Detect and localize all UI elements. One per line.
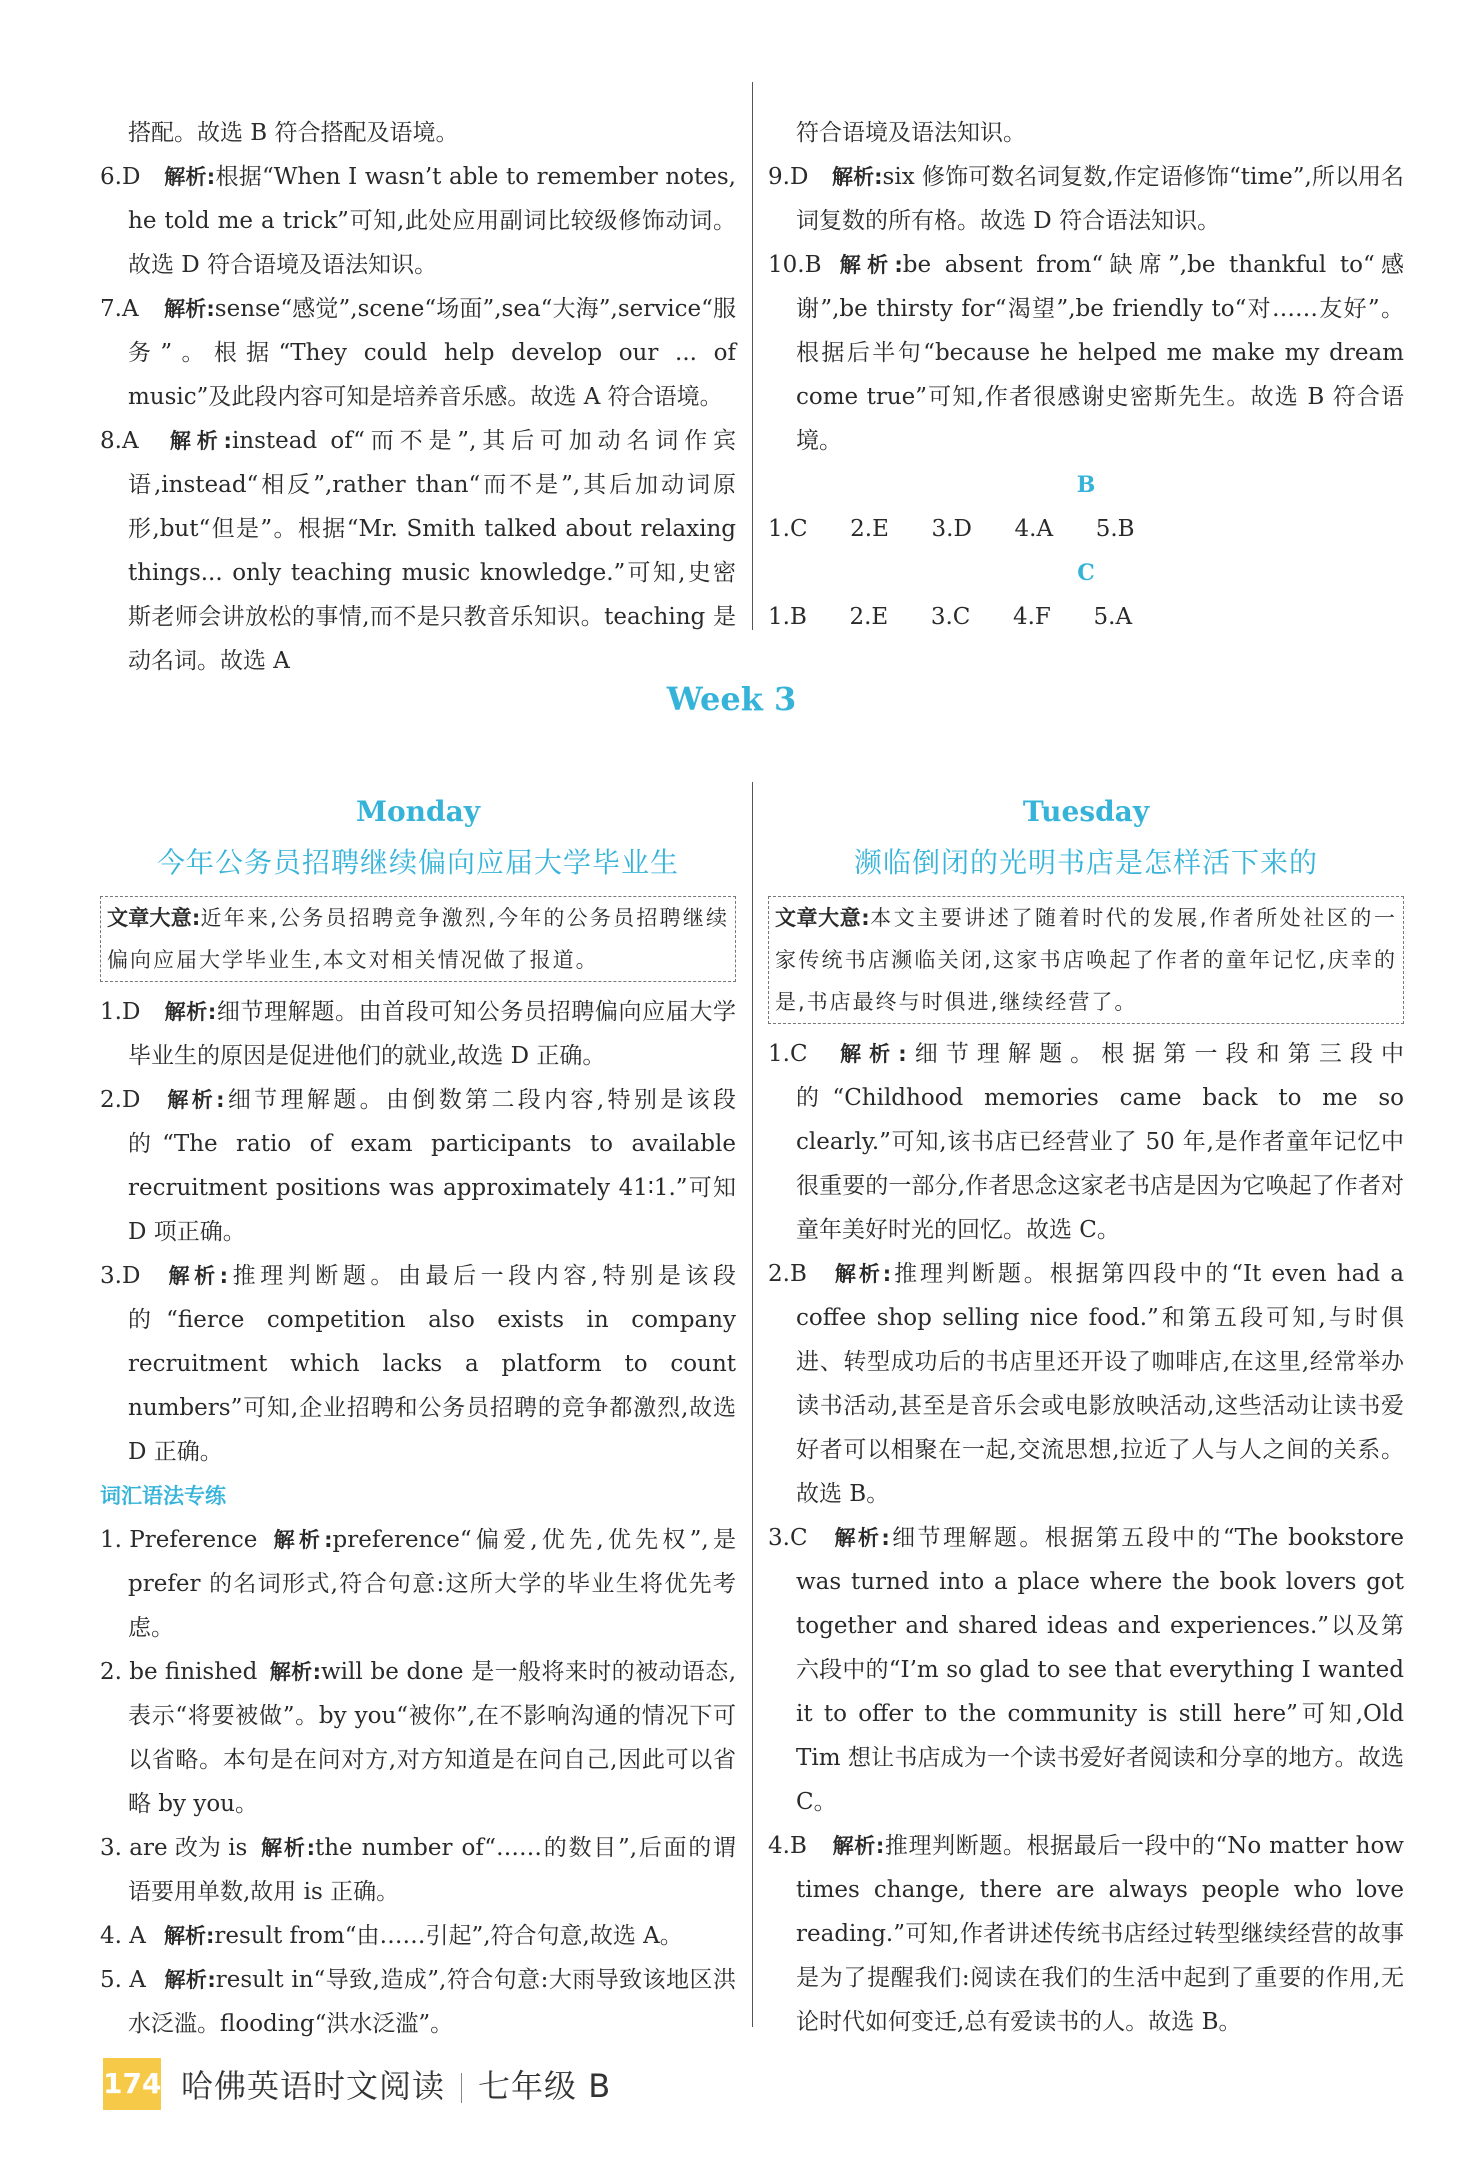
separator <box>461 2073 462 2103</box>
analysis-label: 解析: <box>259 1836 315 1860</box>
answer-item <box>768 243 1404 463</box>
analysis-label: 解析: <box>164 1264 229 1288</box>
answer-item <box>100 1826 736 1914</box>
vocab-heading: 词汇语法专练 <box>100 1484 226 1508</box>
analysis-label: 解析: <box>832 1526 890 1550</box>
answer-item <box>768 1032 1404 1252</box>
summary-label: 文章大意: <box>775 906 870 930</box>
summary-label: 文章大意: <box>107 906 201 930</box>
article-title: 濒临倒闭的光明书店是怎样活下来的 <box>853 846 1318 879</box>
analysis-label: 解析: <box>832 1042 907 1066</box>
tuesday-column <box>768 788 1404 2044</box>
answer-item <box>100 990 736 1078</box>
book-title <box>181 2061 611 2107</box>
answer-item <box>768 1824 1404 2044</box>
answer-item <box>100 1518 736 1650</box>
analysis-text: 细节理解题。根据第五段中的“The bookstore was turned into a place where the book lovers got together and shared ideas and experiences.”以及第六段中的“I’m so glad to see that everything I wanted it to offer to the community is still here”可知,Old Tim 想让书店成为一个读书爱好者阅读和分享的地方。故选 C。 <box>796 1525 1404 1815</box>
analysis-label: 解析: <box>164 1924 215 1948</box>
top-right-column <box>768 111 1404 639</box>
answer-number: 3.C <box>768 1525 808 1551</box>
analysis-text: 推理判断题。根据最后一段中的“No matter how times change, there are always people who love reading.”可知,作者讲述传统书店经过转型继续经营的故事是为了提醒我们:阅读在我们的生活中起到了重要的作用,无论时代如何变迁,总有爱读书的人。故选 B。 <box>796 1833 1404 2035</box>
analysis-text: preference“偏爱,优先,优先权”,是 prefer 的名词形式,符合句意:这所大学的毕业生将优先考虑。 <box>128 1527 736 1641</box>
answer-number: 1. Preference <box>100 1527 258 1553</box>
answer-item <box>100 1650 736 1826</box>
answer-number: 9.D <box>768 164 809 190</box>
analysis-label: 解析: <box>164 429 232 453</box>
answer-number: 8.A <box>100 428 139 454</box>
analysis-text: will be done 是一般将来时的被动语态,表示“将要被做”。by you“被你”,在不影响沟通的情况下可以省略。本句是在问对方,对方知道是在问自己,因此可以省略 by you。 <box>128 1659 737 1817</box>
answer-item <box>100 1958 736 2046</box>
analysis-text: 细节理解题。根据第一段和第三段中的“Childhood memories came back to me so clearly.”可知,该书店已经营业了 50 年,是作者童年记忆中很重要的一部分,作者思念这家老书店是因为它唤起了作者对童年美好时光的回忆。故选 C。 <box>796 1041 1404 1243</box>
answer-number: 6.D <box>100 164 141 190</box>
grade: 七年级 B <box>478 2067 612 2105</box>
analysis-text: the number of“……的数目”,后面的谓语要用单数,故用 is 正确。 <box>128 1835 736 1905</box>
analysis-text: 细节理解题。由首段可知公务员招聘偏向应届大学毕业生的原因是促进他们的就业,故选 D 正确。 <box>128 999 737 1069</box>
answer-list <box>100 155 736 683</box>
answer-item <box>100 1254 736 1474</box>
analysis-text: 推理判断题。根据第四段中的“It even had a coffee shop selling nice food.”和第五段可知,与时俱进、转型成功后的书店里还开设了咖啡店,在这里,经常举办读书活动,甚至是音乐会或电影放映活动,这些活动让读书爱好者可以相聚在一起,交流思想,拉近了人与人之间的关系。故选 B。 <box>796 1261 1404 1507</box>
answer-item <box>768 1516 1404 1824</box>
answer-number: 5. A <box>100 1967 146 1993</box>
answer-number: 3.D <box>100 1263 141 1289</box>
answer-list <box>768 1032 1404 2044</box>
answer-item <box>100 155 736 287</box>
analysis-text: sense“感觉”,scene“场面”,sea“大海”,service“服务”。根据“They could help develop our ... of music”及此段内容可知是培养音乐感。故选 A 符合语境。 <box>128 296 737 410</box>
section-c-answers: 1.B 2.E 3.C 4.F 5.A <box>768 604 1133 630</box>
book-name: 哈佛英语时文阅读 <box>181 2067 446 2105</box>
answer-number: 2.D <box>100 1087 141 1113</box>
analysis-text: result from“由……引起”,符合句意,故选 A。 <box>214 1923 683 1949</box>
answer-number: 10.B <box>768 252 822 278</box>
answer-number: 2. be finished <box>100 1659 258 1685</box>
section-b-heading: B <box>1076 472 1096 498</box>
continuation-text: 搭配。故选 B 符合搭配及语境。 <box>128 120 459 146</box>
answer-item <box>100 287 736 419</box>
answer-list <box>100 990 736 1474</box>
answer-item <box>100 419 736 683</box>
section-b-answers: 1.C 2.E 3.D 4.A 5.B <box>768 516 1135 542</box>
summary-text: 近年来,公务员招聘竞争激烈,今年的公务员招聘继续偏向应届大学毕业生,本文对相关情况做了报道。 <box>107 906 729 972</box>
analysis-text: instead of“而不是”,其后可加动名词作宾语,instead“相反”,rather than“而不是”,其后加动词原形,but“但是”。根据“Mr. Smith talked about relaxing things... only teaching music knowledge.”可知,史密斯老师会讲放松的事情,而不是只教音乐知识。teaching 是动名词。故选 A <box>128 428 737 674</box>
answer-item <box>100 1078 736 1254</box>
answer-list <box>768 155 1404 463</box>
monday-column <box>100 788 736 2046</box>
analysis-label: 解析: <box>832 1834 885 1858</box>
analysis-label: 解析: <box>269 1660 321 1684</box>
section-c-heading: C <box>1077 560 1095 586</box>
summary-box <box>100 896 736 982</box>
answer-number: 1.D <box>100 999 141 1025</box>
answer-item <box>768 1252 1404 1516</box>
analysis-label: 解析: <box>832 165 883 189</box>
page-number: 174 <box>103 2058 161 2110</box>
answer-number: 1.C <box>768 1041 808 1067</box>
article-title: 今年公务员招聘继续偏向应届大学毕业生 <box>156 846 679 879</box>
answer-item <box>100 1914 736 1958</box>
analysis-text: six 修饰可数名词复数,作定语修饰“time”,所以用名词复数的所有格。故选 D 符合语法知识。 <box>796 164 1404 234</box>
column-divider <box>752 782 753 2027</box>
analysis-label: 解析: <box>164 297 215 321</box>
analysis-text: 细节理解题。由倒数第二段内容,特别是该段的“The ratio of exam participants to available recruitment positions was approximately 41∶1.”可知 D 项正确。 <box>128 1087 736 1245</box>
vocab-list <box>100 1518 736 2046</box>
top-left-column <box>100 111 736 683</box>
analysis-text: result in“导致,造成”,符合句意:大雨导致该地区洪水泛滥。flooding“洪水泛滥”。 <box>128 1967 736 2037</box>
analysis-label: 解析: <box>164 1968 216 1992</box>
page-footer <box>103 2058 611 2110</box>
summary-text: 本文主要讲述了随着时代的发展,作者所处社区的一家传统书店濒临关闭,这家书店唤起了作者的童年记忆,庆幸的是,书店最终与时俱进,继续经营了。 <box>775 906 1397 1014</box>
analysis-label: 解析: <box>164 1000 217 1024</box>
summary-box <box>768 896 1404 1024</box>
analysis-label: 解析: <box>833 253 903 277</box>
analysis-label: 解析: <box>832 1262 892 1286</box>
analysis-text: 根据“When I wasn’t able to remember notes, he told me a trick”可知,此处应用副词比较级修饰动词。故选 D 符合语境及语法知识。 <box>128 164 736 278</box>
week-title: Week 3 <box>666 680 797 718</box>
analysis-label: 解析: <box>269 1528 333 1552</box>
continuation-text: 符合语境及语法知识。 <box>796 120 1026 146</box>
column-divider <box>752 82 753 630</box>
analysis-label: 解析: <box>164 1088 225 1112</box>
analysis-text: 推理判断题。由最后一段内容,特别是该段的“fierce competition also exists in company recruitment which lacks a platform to count numbers”可知,企业招聘和公务员招聘的竞争都激烈,故选 D 正确。 <box>128 1263 736 1465</box>
day-heading: Tuesday <box>1022 795 1150 828</box>
answer-number: 7.A <box>100 296 139 322</box>
answer-number: 2.B <box>768 1261 807 1287</box>
analysis-label: 解析: <box>164 165 216 189</box>
answer-item <box>768 155 1404 243</box>
day-heading: Monday <box>355 795 481 828</box>
answer-number: 3. are 改为 is <box>100 1835 248 1861</box>
answer-number: 4.B <box>768 1833 807 1859</box>
answer-number: 4. A <box>100 1923 146 1949</box>
analysis-text: be absent from“缺席”,be thankful to“感谢”,be thirsty for“渴望”,be friendly to“对……友好”。根据后半句“because he helped me make my dream come true”可知,作者很感谢史密斯先生。故选 B 符合语境。 <box>796 252 1405 454</box>
